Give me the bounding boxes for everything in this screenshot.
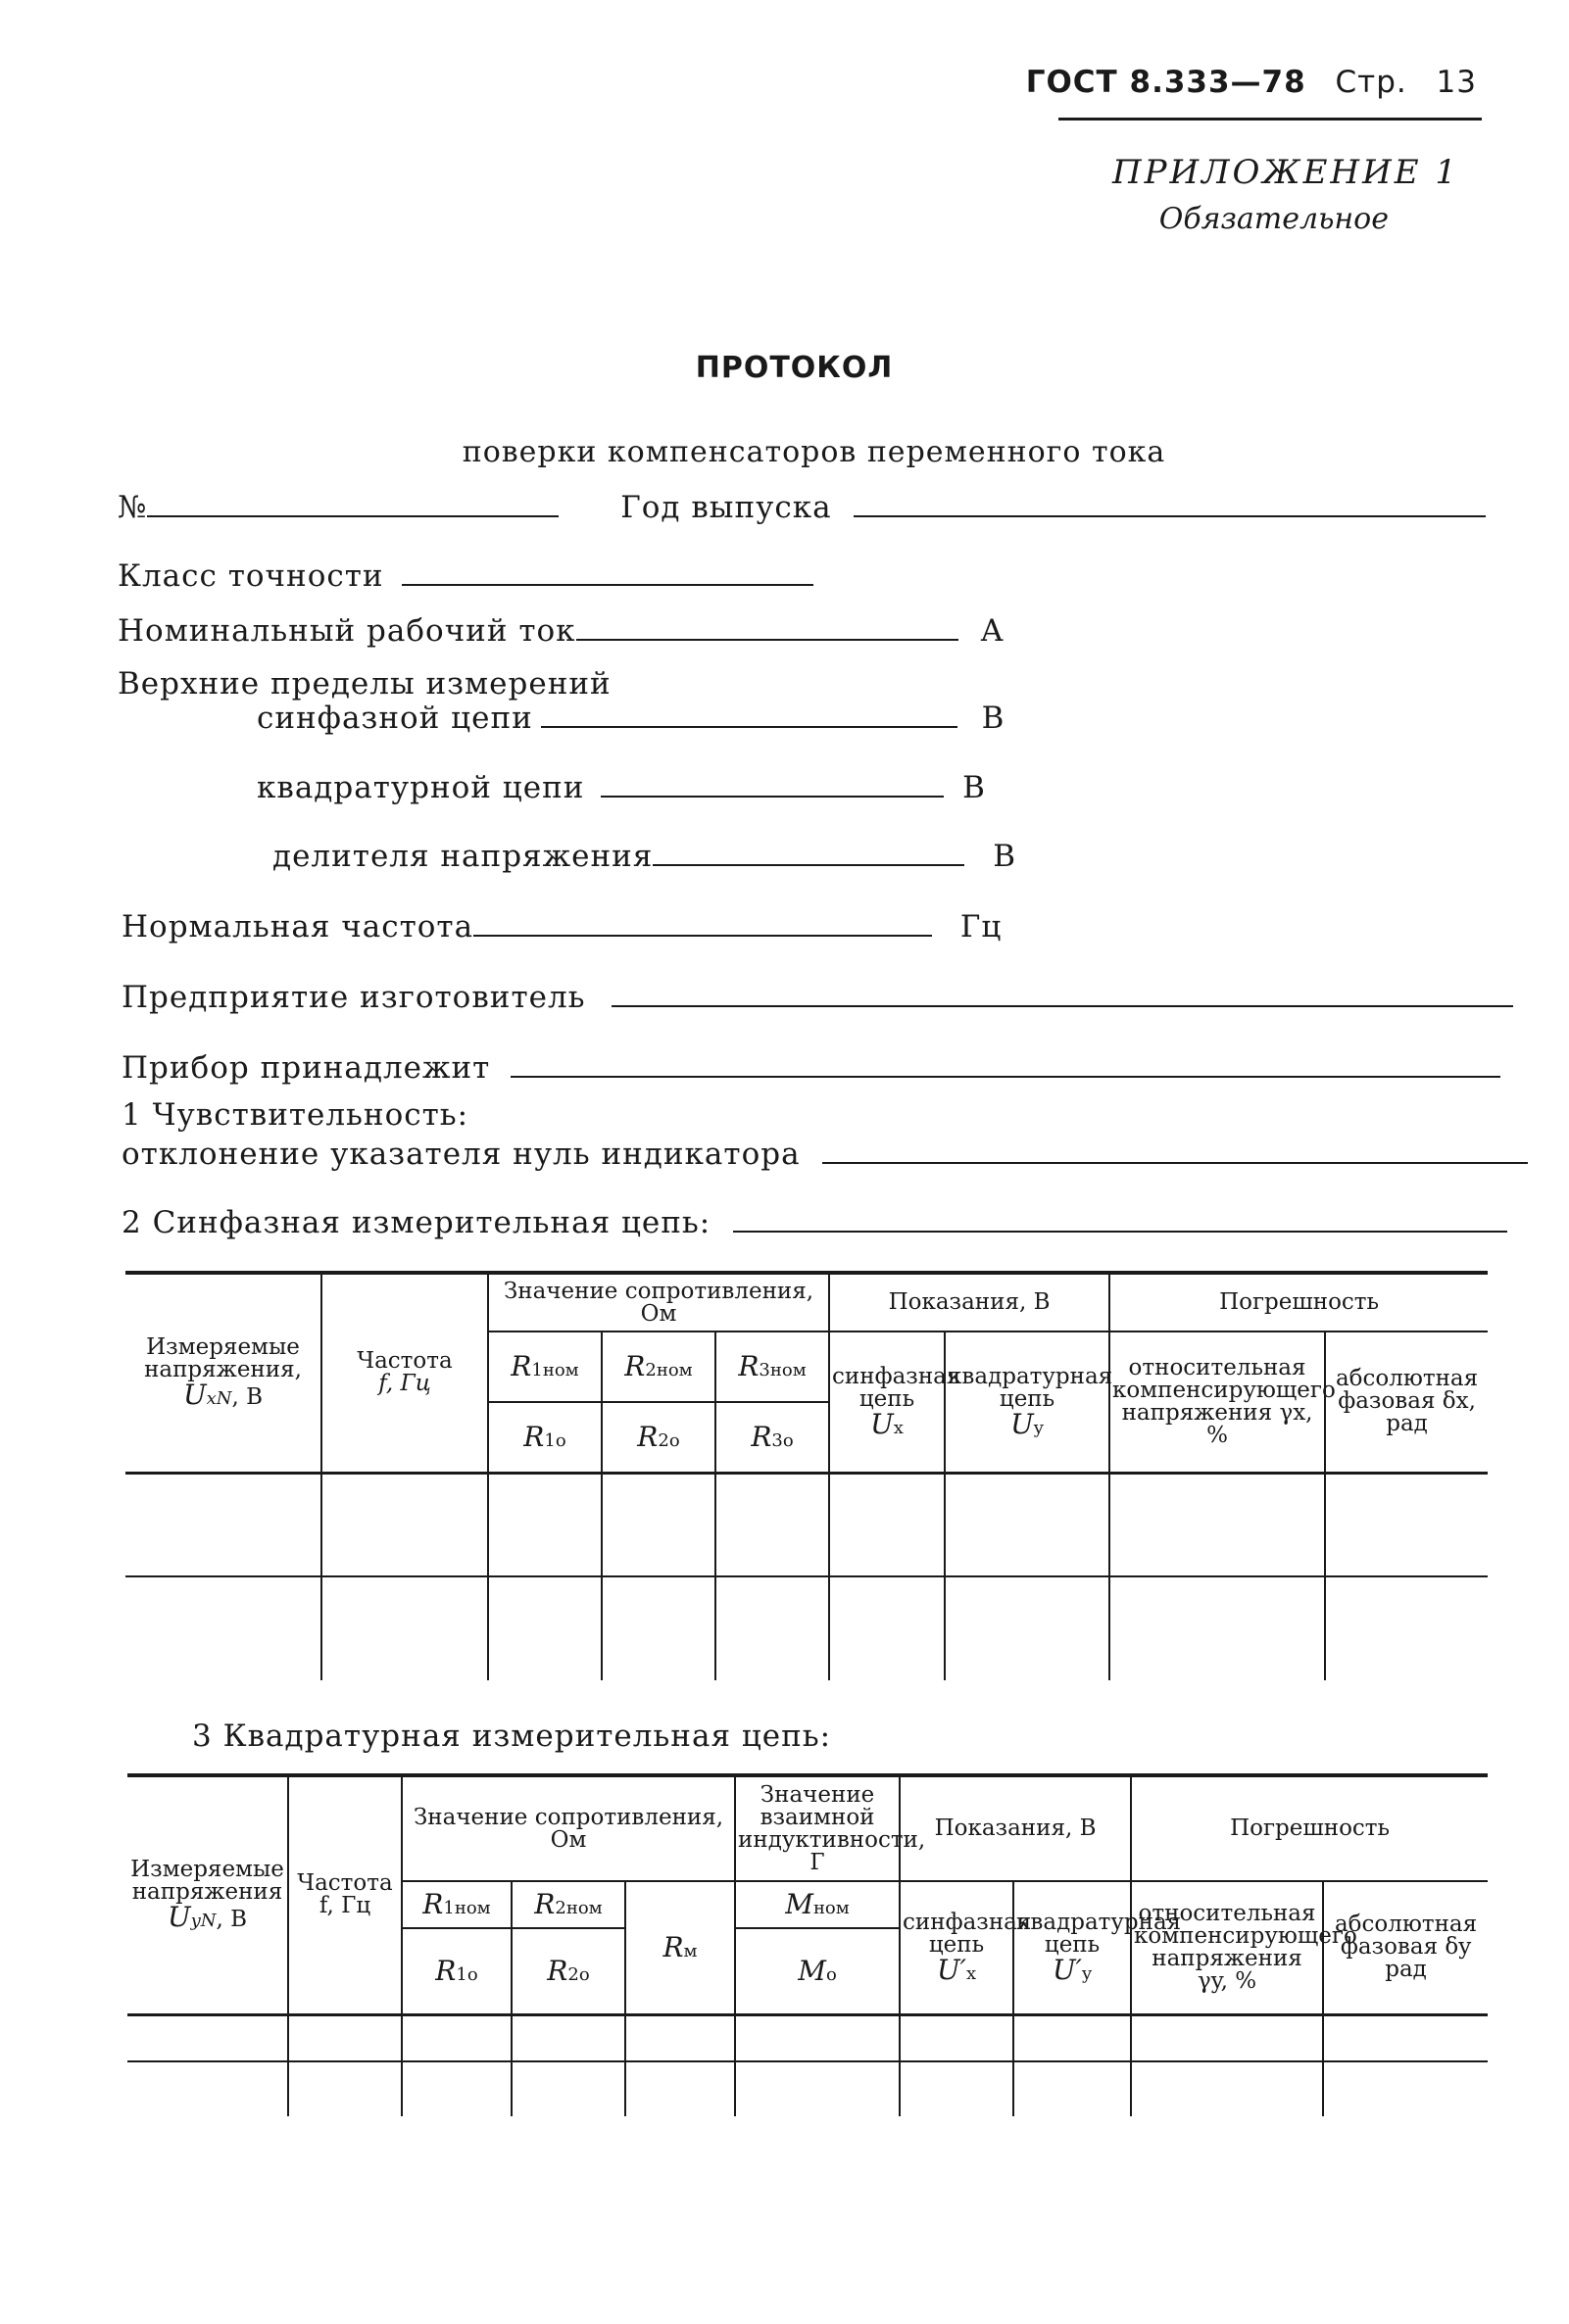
t1-voltage-text: Измеряемые напряжения, [144, 1334, 302, 1383]
t1-quad-sym: U [1010, 1407, 1034, 1440]
accuracy-blank[interactable] [402, 583, 813, 586]
t2-r1nom-sub: 1ном [443, 1898, 491, 1918]
t2-voltage-sub: yN [190, 1911, 217, 1932]
t1-voltage-header [125, 1273, 321, 1473]
section2-blank[interactable] [733, 1230, 1507, 1233]
t2-data-row [127, 2014, 1488, 2061]
t2-abs-error-header: абсолютная фазовая δy рад [1323, 1881, 1488, 2014]
page-header [1026, 65, 1477, 100]
t2-quad-sym: U′ [1052, 1953, 1082, 1986]
field-accuracy [118, 558, 813, 594]
field-deviation [122, 1137, 1528, 1172]
t1-r2nom-sub: 2ном [645, 1360, 693, 1380]
divider-label: делителя напряжения [272, 839, 654, 874]
t2-rm-sub: м [683, 1940, 698, 1961]
t1-inphase-sub: x [893, 1417, 904, 1438]
t1-quad-sub: y [1033, 1417, 1044, 1438]
rated-current-label: Номинальный рабочий ток [118, 613, 576, 649]
t2-voltage-text: Измеряемые напряжения [130, 1857, 284, 1906]
t2-inphase-sub: x [965, 1962, 977, 1984]
t1-r2o-sub: 2о [658, 1429, 680, 1451]
page-number: 13 [1436, 65, 1477, 100]
section2-label: 2 Синфазная измерительная цепь: [122, 1205, 711, 1240]
t2-error-header: Погрешность [1131, 1775, 1488, 1881]
field-rated-current [118, 613, 1005, 649]
t2-rm: R [662, 1930, 684, 1963]
field-section2 [122, 1205, 1507, 1240]
t2-voltage-unit: , В [216, 1907, 248, 1933]
normal-freq-blank[interactable] [473, 934, 932, 937]
manufacturer-label: Предприятие изготовитель [122, 980, 586, 1015]
t1-r1o-sub: 1о [544, 1429, 566, 1451]
t2-r2o-sub: 2о [567, 1963, 590, 1985]
table-inphase [125, 1271, 1488, 1680]
upper-limits-label: Верхние пределы измерений [118, 666, 612, 702]
t1-rel-error-header: относительная компенсирующего напряжения γx, % [1109, 1331, 1325, 1473]
t1-inphase-text: синфазная цепь [832, 1363, 961, 1412]
header-rule [1058, 118, 1482, 121]
t2-freq-header: Частота f, Гц [288, 1775, 402, 2014]
divider-unit: В [993, 839, 1016, 874]
t2-inphase-text: синфазная цепь [903, 1909, 1032, 1958]
page-label: Стр. [1335, 65, 1407, 100]
t2-quad-text: квадратурная цепь [1016, 1909, 1182, 1958]
quadrature-unit: В [962, 770, 986, 805]
t2-readings-header: Показания, В [900, 1775, 1131, 1881]
t2-mo: M [798, 1954, 826, 1987]
t1-voltage-sym: U [182, 1379, 207, 1412]
t2-inphase-header [900, 1881, 1032, 2014]
t1-inphase-sym: U [870, 1407, 894, 1440]
t1-resist-header: Значение сопротивления, Ом [488, 1273, 829, 1331]
owner-blank[interactable] [511, 1075, 1500, 1078]
t2-r1o: R [435, 1954, 457, 1987]
t1-r3nom: R [738, 1350, 760, 1382]
normal-freq-unit: Гц [959, 909, 1003, 944]
t1-error-header: Погрешность [1109, 1273, 1488, 1331]
t2-r2nom: R [534, 1888, 556, 1920]
t2-data-row [127, 2061, 1488, 2116]
accuracy-label: Класс точности [118, 558, 384, 594]
manufacturer-blank[interactable] [612, 1004, 1513, 1007]
t2-inphase-sym: U′ [936, 1953, 966, 1986]
t2-r2o: R [547, 1954, 568, 1987]
t1-freq-header [321, 1273, 488, 1473]
rated-current-blank[interactable] [576, 638, 958, 641]
deviation-blank[interactable] [822, 1161, 1528, 1164]
owner-label: Прибор принадлежит [122, 1050, 491, 1086]
t1-freq-sym: f, Гц [378, 1371, 431, 1397]
appendix-title: ПРИЛОЖЕНИЕ 1 [1111, 153, 1459, 192]
inphase-label: синфазной цепи [257, 701, 533, 736]
t1-quad-text: квадратурная цепь [948, 1363, 1113, 1412]
t1-readings-header: Показания, В [829, 1273, 1109, 1331]
t2-voltage-header [127, 1775, 288, 2014]
t2-r1nom: R [422, 1888, 444, 1920]
t1-r3o: R [751, 1420, 772, 1453]
t1-data-row [125, 1473, 1488, 1576]
number-blank[interactable] [147, 514, 559, 517]
t2-mnom: M [785, 1888, 813, 1920]
field-inphase [257, 701, 1005, 736]
sensitivity-label: 1 Чувствительность: [122, 1097, 469, 1133]
field-divider [272, 839, 1016, 874]
t1-r1nom: R [511, 1350, 532, 1382]
table-quadrature [127, 1773, 1488, 2116]
doc-subtitle: поверки компенсаторов переменного тока [462, 435, 1166, 469]
t1-r3o-sub: 3о [771, 1429, 794, 1451]
t1-data-row [125, 1576, 1488, 1680]
field-owner [122, 1050, 1500, 1086]
t1-freq-text: Частота [357, 1348, 453, 1375]
section3-label: 3 Квадратурная измерительная цепь: [192, 1719, 832, 1754]
field-manufacturer [122, 980, 1513, 1015]
t2-quad-sub: y [1081, 1962, 1093, 1984]
t2-r2nom-sub: 2ном [555, 1898, 603, 1918]
t1-r2o: R [637, 1420, 659, 1453]
year-label: Год выпуска [620, 490, 832, 525]
t1-abs-error-header: абсолютная фазовая δx, рад [1325, 1331, 1488, 1473]
inphase-unit: В [981, 701, 1005, 736]
field-number [118, 490, 1486, 525]
normal-freq-label: Нормальная частота [122, 909, 474, 944]
standard-number: ГОСТ 8.333—78 [1025, 65, 1306, 100]
t1-quad-header [945, 1331, 1113, 1473]
t1-r3nom-sub: 3ном [759, 1360, 807, 1380]
quadrature-blank[interactable] [601, 795, 944, 798]
quadrature-label: квадратурной цепи [257, 770, 585, 805]
t2-quad-header [1013, 1881, 1182, 2014]
year-blank[interactable] [854, 514, 1486, 517]
number-label: № [118, 490, 148, 525]
t1-voltage-unit: , В [231, 1384, 264, 1411]
deviation-label: отклонение указателя нуль индикатора [122, 1137, 801, 1172]
t1-inphase-header [829, 1331, 961, 1473]
t1-r1nom-sub: 1ном [531, 1360, 579, 1380]
t2-mo-sub: о [825, 1963, 837, 1985]
t2-voltage-sym: U [167, 1901, 191, 1934]
field-normal-freq [122, 909, 1002, 944]
t1-voltage-sub: xN [206, 1388, 232, 1410]
divider-blank[interactable] [653, 863, 964, 866]
t1-r2nom: R [624, 1350, 646, 1382]
t2-rel-error-header: относительная компенсирующего напряжения γy, % [1131, 1881, 1323, 2014]
appendix-status: Обязательное [1158, 202, 1389, 236]
t2-mnom-sub: ном [812, 1898, 850, 1918]
t2-r1o-sub: 1о [456, 1963, 478, 1985]
rated-current-unit: А [980, 613, 1005, 649]
t2-induct-header: Значение взаимной индуктивности, Г [735, 1775, 900, 1881]
field-quadrature [257, 770, 986, 805]
t2-resist-header: Значение сопротивления, Ом [402, 1775, 735, 1881]
inphase-blank[interactable] [541, 725, 957, 728]
doc-title: ПРОТОКОЛ [695, 351, 894, 385]
t1-r1o: R [523, 1420, 545, 1453]
